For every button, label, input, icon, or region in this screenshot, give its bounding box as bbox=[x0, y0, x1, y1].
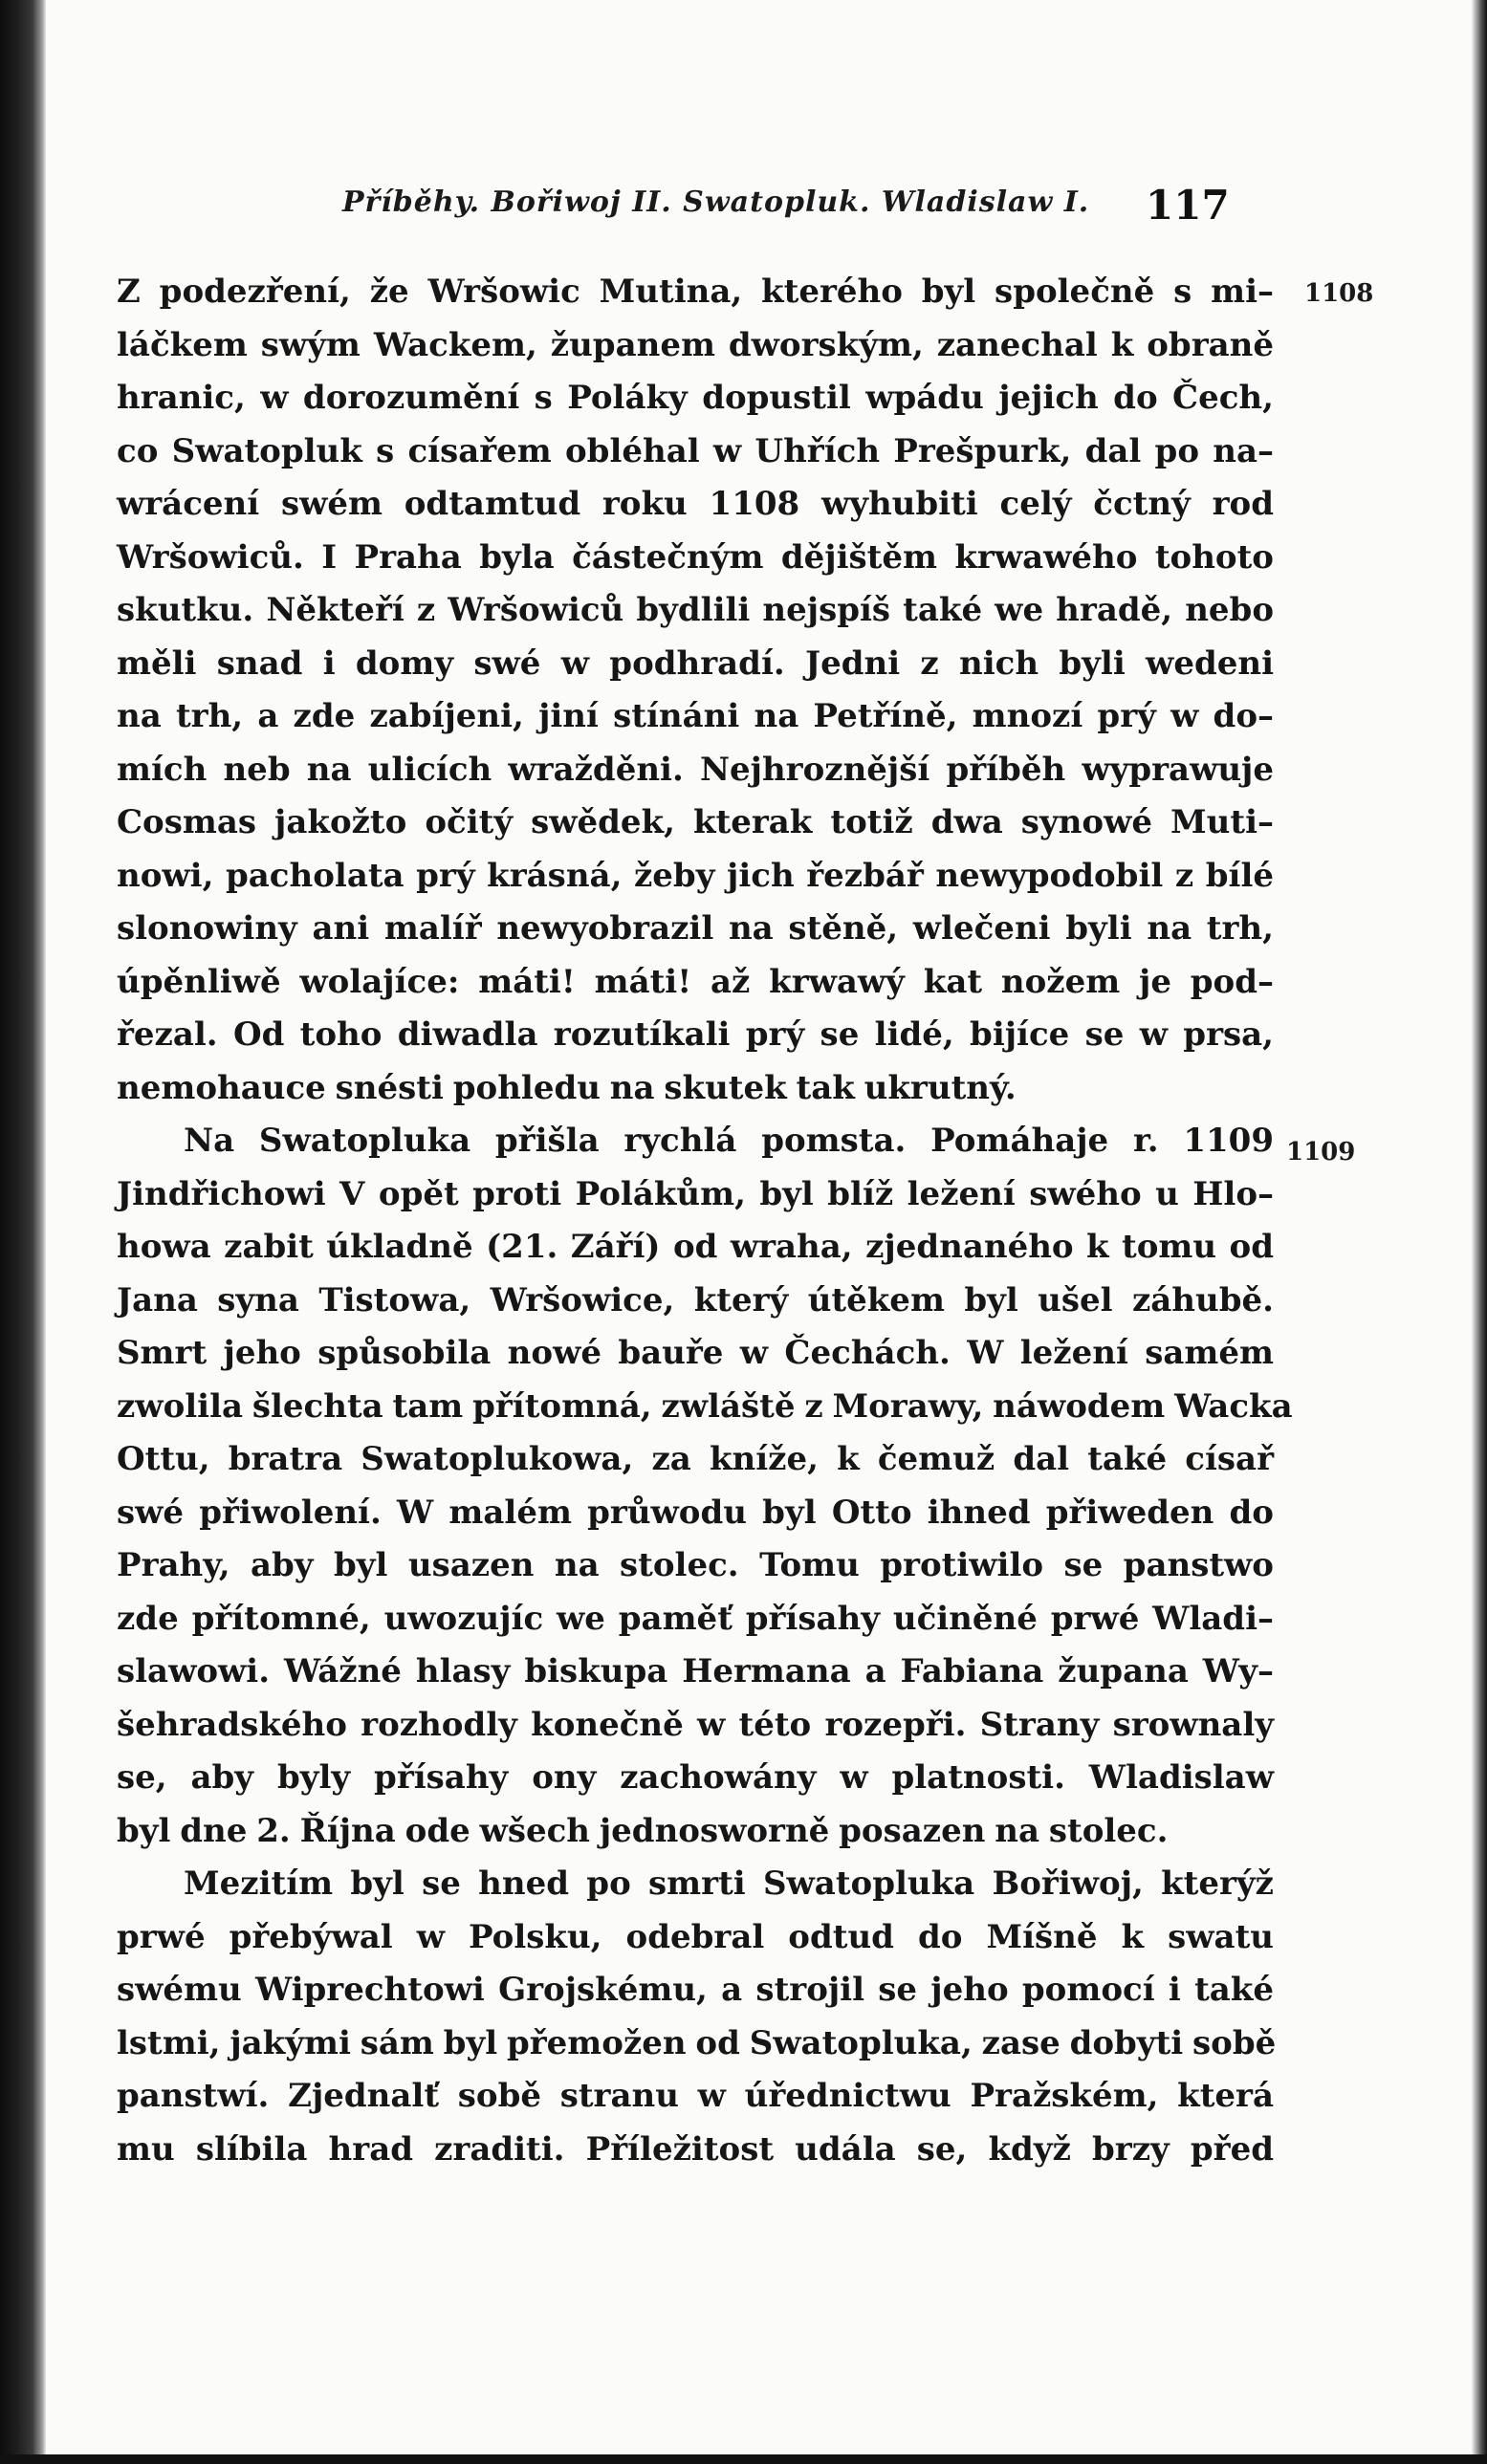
text-line: co Swatopluk s císařem obléhal w Uhřích Prešpurk, dal po na– bbox=[117, 431, 1274, 470]
margin-year-note: 1109 bbox=[1286, 1138, 1356, 1167]
book-spine-shadow bbox=[0, 0, 46, 2464]
text-line: Smrt jeho spůsobila nowé bauře w Čechách. W ležení samém bbox=[117, 1334, 1274, 1372]
text-line: Cosmas jakožto očitý swědek, kterak totiž dwa synowé Muti– bbox=[117, 803, 1274, 841]
running-head-title: Příběhy. Bořiwoj II. Swatopluk. Wladislaw I. bbox=[342, 185, 1090, 219]
text-line: hranic, w dorozumění s Poláky dopustil wpádu jejich do Čech, bbox=[117, 379, 1274, 417]
page-bottom-edge bbox=[0, 2454, 1487, 2464]
text-line: řezal. Od toho diwadla rozutíkali prý se lidé, bijíce se w prsa, bbox=[117, 1015, 1274, 1054]
text-line: Mezitím byl se hned po smrti Swatopluka Bořiwoj, kterýž bbox=[184, 1864, 1274, 1903]
text-line: nowi, pacholata prý krásná, žeby jich řezbář newypodobil z bílé bbox=[117, 856, 1274, 895]
text-line: úpěnliwě wolajíce: máti! máti! až krwawý kat nožem je pod– bbox=[117, 962, 1274, 1001]
text-line: Ottu, bratra Swatoplukowa, za kníže, k čemuž dal také císař bbox=[117, 1440, 1274, 1478]
text-line: prwé přebýwal w Polsku, odebral odtud do Míšně k swatu bbox=[117, 1917, 1274, 1956]
book-page bbox=[46, 0, 1472, 2454]
text-line: wrácení swém odtamtud roku 1108 wyhubiti celý čctný rod bbox=[117, 485, 1274, 523]
text-line: lstmi, jakými sám byl přemožen od Swatopluka, zase dobyti sobě bbox=[117, 2023, 1277, 2062]
page-right-edge bbox=[1472, 0, 1487, 2464]
text-line: Wršowiců. I Praha byla částečným dějištěm krwawého tohoto bbox=[117, 537, 1274, 577]
text-line: Prahy, aby byl usazen na stolec. Tomu protiwilo se panstwo bbox=[117, 1546, 1274, 1584]
text-line: byl dne 2. Října ode wšech jednosworně posazen na stolec. bbox=[117, 1811, 1169, 1850]
text-line: se, aby byly přísahy ony zachowány w platnosti. Wladislaw bbox=[117, 1758, 1274, 1797]
margin-year-note: 1108 bbox=[1304, 279, 1374, 308]
text-line: slonowiny ani malíř newyobrazil na stěně, wlečeni byli na trh, bbox=[117, 909, 1274, 948]
text-line: měli snad i domy swé w podhradí. Jedni z nich byli wedeni bbox=[117, 643, 1274, 683]
running-head bbox=[46, 182, 1472, 239]
text-line: skutku. Někteří z Wršowiců bydlili nejspíš také we hradě, nebo bbox=[117, 591, 1274, 629]
text-line: swé přiwolení. W malém průwodu byl Otto ihned přiweden do bbox=[117, 1493, 1274, 1532]
page-number: 117 bbox=[1146, 182, 1230, 229]
text-line: mích neb na ulicích wražděni. Nejhroznější příběh wyprawuje bbox=[117, 750, 1274, 789]
text-line: nemohauce snésti pohledu na skutek tak ukrutný. bbox=[117, 1068, 1017, 1107]
body-text bbox=[117, 266, 1293, 2176]
text-line: Jindřichowi V opět proti Polákům, byl blíž ležení swého u Hlo– bbox=[117, 1174, 1274, 1213]
text-line: zde přítomné, uwozujíc we paměť přísahy učiněné prwé Wladi– bbox=[117, 1599, 1274, 1638]
text-line: howa zabit úkladně (21. Září) od wraha, zjednaného k tomu od bbox=[117, 1228, 1274, 1266]
text-line: láčkem swým Wackem, županem dworským, zanechal k obraně bbox=[117, 325, 1274, 364]
text-line: šehradského rozhodly konečně w této rozepři. Strany srownaly bbox=[117, 1705, 1274, 1744]
text-line: Jana syna Tistowa, Wršowice, který útěkem byl ušel záhubě. bbox=[117, 1280, 1274, 1319]
text-line: swému Wiprechtowi Grojskému, a strojil se jeho pomocí i také bbox=[117, 1971, 1274, 2009]
text-line: Z podezření, že Wršowic Mutina, kterého byl společně s mi– bbox=[117, 273, 1274, 311]
text-line: panstwí. Zjednalť sobě stranu w úřednictwu Pražském, která bbox=[117, 2077, 1274, 2115]
text-line: mu slíbila hrad zraditi. Příležitost udála se, když brzy před bbox=[117, 2129, 1274, 2169]
text-line: Na Swatopluka přišla rychlá pomsta. Pomáhaje r. 1109 bbox=[184, 1122, 1274, 1160]
text-line: na trh, a zde zabíjeni, jiní stínáni na Petříně, mnozí prý w do– bbox=[117, 697, 1274, 735]
text-line: slawowi. Wážné hlasy biskupa Hermana a Fabiana župana Wy– bbox=[117, 1652, 1274, 1690]
text-line: zwolila šlechta tam přítomná, zwláště z Morawy, náwodem Wacka bbox=[117, 1386, 1293, 1426]
